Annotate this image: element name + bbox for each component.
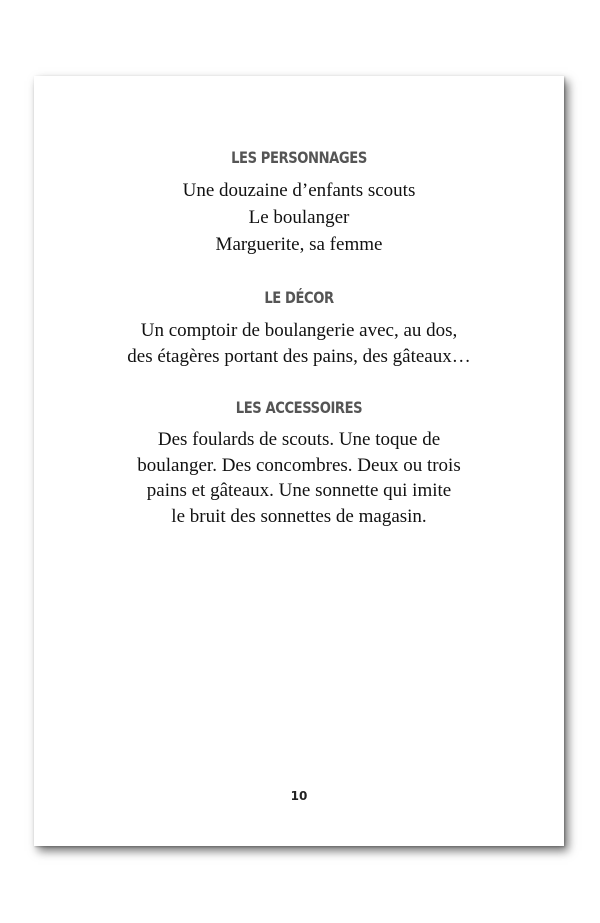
decor-line: Un comptoir de boulangerie avec, au dos,	[140, 320, 458, 341]
character-line: Une douzaine d’enfants scouts	[182, 180, 416, 201]
book-page	[34, 76, 564, 846]
accessories-line: le bruit des sonnettes de magasin.	[171, 506, 427, 527]
character-line: Marguerite, sa femme	[215, 234, 383, 255]
accessories-line: boulanger. Des concombres. Deux ou trois	[137, 455, 461, 476]
character-line: Le boulanger	[248, 207, 350, 228]
page-number: 10	[290, 789, 308, 803]
heading-decor: LE DÉCOR	[264, 288, 334, 307]
decor-line: des étagères portant des pains, des gâteaux…	[127, 346, 471, 367]
heading-accessoires: LES ACCESSOIRES	[235, 398, 363, 417]
accessories-line: Des foulards de scouts. Une toque de	[157, 429, 441, 450]
accessories-line: pains et gâteaux. Une sonnette qui imite	[146, 480, 452, 501]
heading-personnages: LES PERSONNAGES	[231, 148, 367, 167]
